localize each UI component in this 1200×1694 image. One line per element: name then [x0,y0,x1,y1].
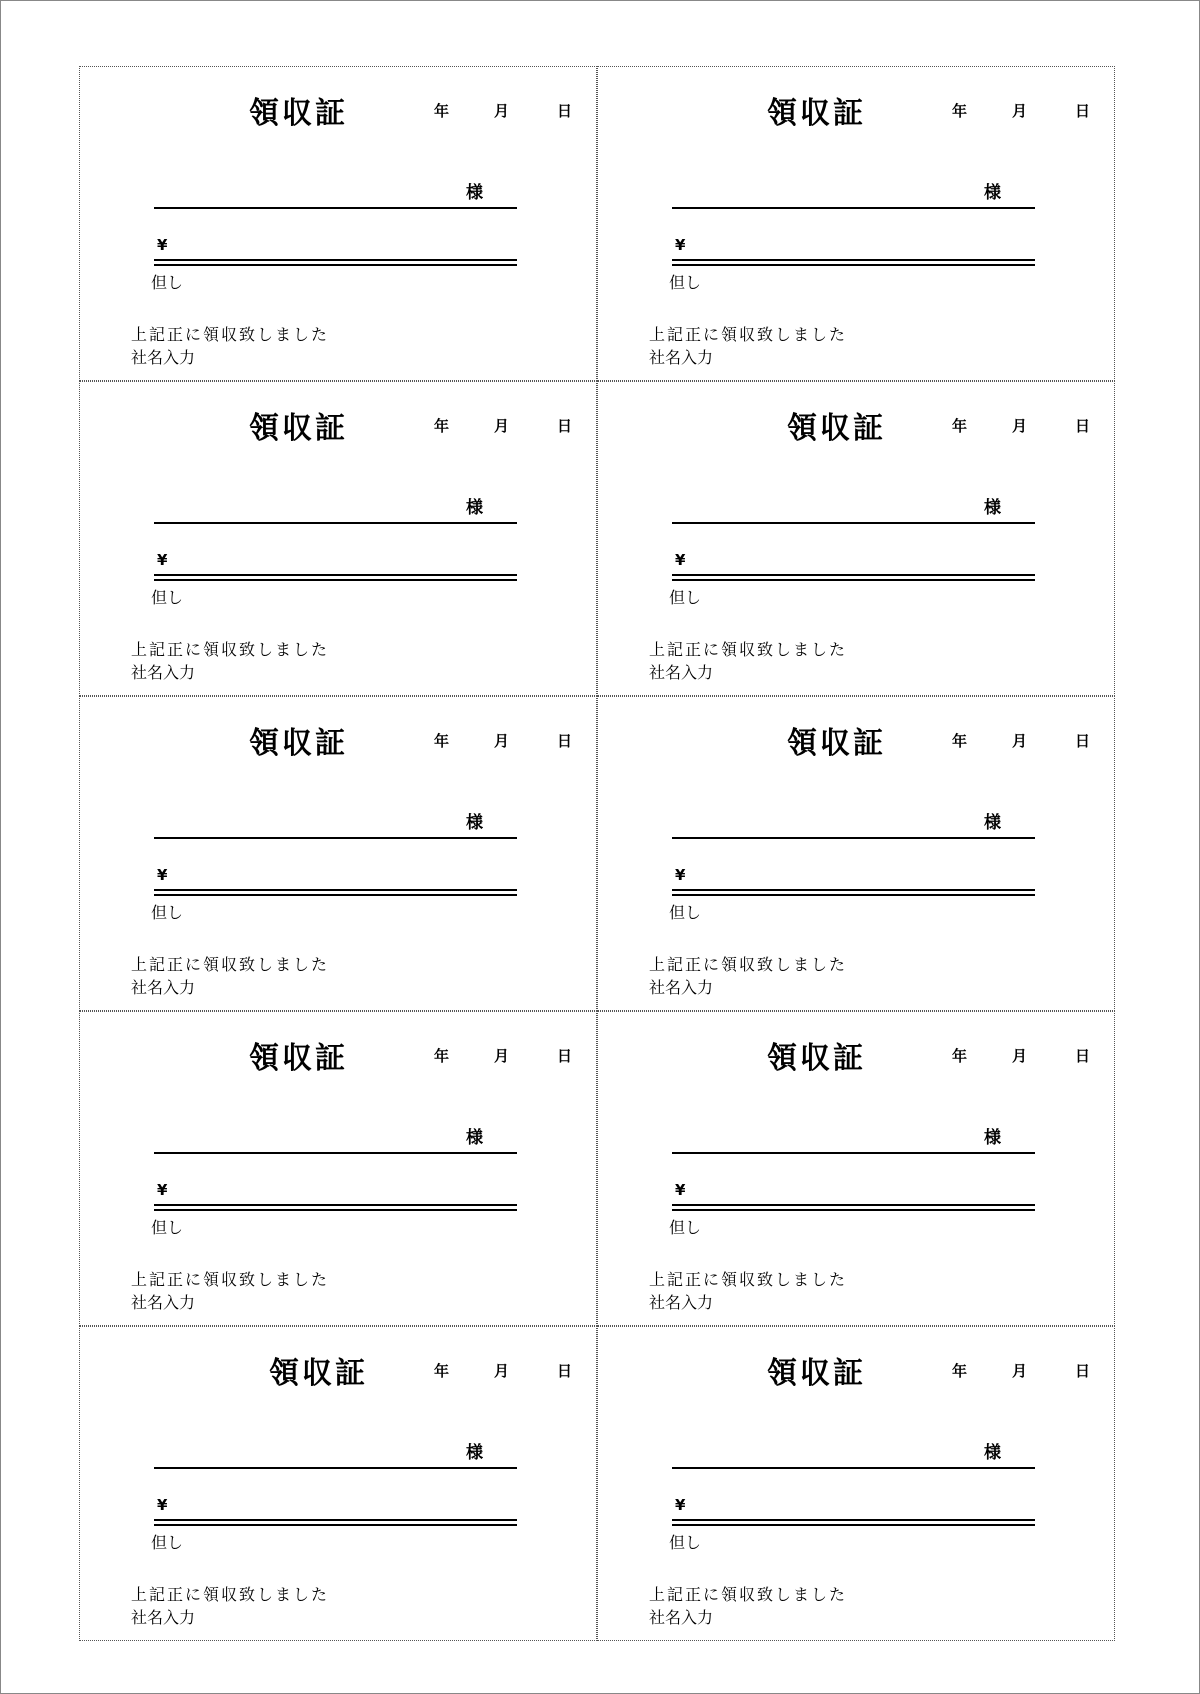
date-year-label: 年 [434,102,450,120]
recipient-name-line [154,522,517,524]
amount-line [154,1204,517,1211]
company-name: 社名入力 [649,978,714,997]
date-month-label: 月 [494,1362,510,1380]
date-month-label: 月 [494,102,510,120]
company-name: 社名入力 [649,663,714,682]
receipt-card [79,696,597,1011]
date-day-label: 日 [1075,102,1091,120]
receipt-card [597,1326,1115,1641]
yen-label: ¥ [675,1496,686,1514]
honorific-label: 様 [466,498,483,518]
honorific-label: 様 [984,498,1001,518]
recipient-name-line [154,207,517,209]
amount-line [672,574,1035,581]
received-statement: 上記正に領収致しました [649,955,848,974]
company-name: 社名入力 [131,1608,196,1627]
date-day-label: 日 [557,1362,573,1380]
yen-label: ¥ [675,866,686,884]
date-month-label: 月 [494,732,510,750]
receipt-title: 領収証 [249,726,348,761]
amount-line [154,574,517,581]
receipt-card [597,381,1115,696]
recipient-name-line [672,1467,1035,1469]
date-month-label: 月 [1012,417,1028,435]
recipient-name-line [672,522,1035,524]
amount-line [672,1519,1035,1526]
recipient-name-line [154,1152,517,1154]
honorific-label: 様 [466,813,483,833]
note-label: 但し [151,273,184,292]
company-name: 社名入力 [649,348,714,367]
received-statement: 上記正に領収致しました [131,640,330,659]
honorific-label: 様 [984,1128,1001,1148]
recipient-name-line [672,207,1035,209]
honorific-label: 様 [466,1443,483,1463]
yen-label: ¥ [675,551,686,569]
recipient-name-line [672,837,1035,839]
date-year-label: 年 [434,1362,450,1380]
receipt-title: 領収証 [767,1041,866,1076]
receipt-title: 領収証 [767,1356,866,1391]
date-month-label: 月 [1012,732,1028,750]
received-statement: 上記正に領収致しました [649,1585,848,1604]
note-label: 但し [151,588,184,607]
note-label: 但し [151,1218,184,1237]
date-day-label: 日 [557,1047,573,1065]
date-day-label: 日 [1075,417,1091,435]
amount-line [672,889,1035,896]
receipt-title: 領収証 [767,96,866,131]
date-day-label: 日 [557,732,573,750]
yen-label: ¥ [157,866,168,884]
date-day-label: 日 [557,102,573,120]
recipient-name-line [154,837,517,839]
honorific-label: 様 [466,1128,483,1148]
date-year-label: 年 [952,417,968,435]
date-day-label: 日 [1075,1047,1091,1065]
note-label: 但し [151,1533,184,1552]
date-year-label: 年 [434,732,450,750]
company-name: 社名入力 [131,663,196,682]
recipient-name-line [672,1152,1035,1154]
note-label: 但し [669,588,702,607]
company-name: 社名入力 [649,1608,714,1627]
yen-label: ¥ [675,1181,686,1199]
received-statement: 上記正に領収致しました [131,325,330,344]
yen-label: ¥ [675,236,686,254]
receipt-title: 領収証 [787,726,886,761]
receipt-card [79,381,597,696]
receipt-card [79,1326,597,1641]
amount-line [154,1519,517,1526]
company-name: 社名入力 [131,1293,196,1312]
receipt-card [597,696,1115,1011]
amount-line [154,889,517,896]
receipt-title: 領収証 [787,411,886,446]
date-year-label: 年 [434,1047,450,1065]
received-statement: 上記正に領収致しました [649,1270,848,1289]
received-statement: 上記正に領収致しました [649,640,848,659]
date-day-label: 日 [1075,1362,1091,1380]
note-label: 但し [669,1533,702,1552]
company-name: 社名入力 [649,1293,714,1312]
note-label: 但し [669,273,702,292]
received-statement: 上記正に領収致しました [131,1585,330,1604]
receipt-card [79,1011,597,1326]
receipt-title: 領収証 [249,1041,348,1076]
receipt-card [597,66,1115,381]
date-month-label: 月 [1012,1047,1028,1065]
receipt-sheet [79,66,1115,1642]
received-statement: 上記正に領収致しました [131,1270,330,1289]
yen-label: ¥ [157,1181,168,1199]
honorific-label: 様 [984,813,1001,833]
honorific-label: 様 [984,183,1001,203]
date-year-label: 年 [952,1047,968,1065]
date-day-label: 日 [557,417,573,435]
receipt-title: 領収証 [269,1356,368,1391]
date-month-label: 月 [1012,1362,1028,1380]
date-month-label: 月 [1012,102,1028,120]
receipt-title: 領収証 [249,411,348,446]
yen-label: ¥ [157,551,168,569]
receipt-card [79,66,597,381]
amount-line [672,1204,1035,1211]
date-year-label: 年 [952,102,968,120]
note-label: 但し [669,1218,702,1237]
date-day-label: 日 [1075,732,1091,750]
yen-label: ¥ [157,1496,168,1514]
recipient-name-line [154,1467,517,1469]
receipt-title: 領収証 [249,96,348,131]
note-label: 但し [669,903,702,922]
date-year-label: 年 [952,1362,968,1380]
honorific-label: 様 [984,1443,1001,1463]
date-month-label: 月 [494,1047,510,1065]
company-name: 社名入力 [131,348,196,367]
date-year-label: 年 [952,732,968,750]
note-label: 但し [151,903,184,922]
date-year-label: 年 [434,417,450,435]
amount-line [154,259,517,266]
company-name: 社名入力 [131,978,196,997]
receipt-card [597,1011,1115,1326]
date-month-label: 月 [494,417,510,435]
received-statement: 上記正に領収致しました [649,325,848,344]
received-statement: 上記正に領収致しました [131,955,330,974]
amount-line [672,259,1035,266]
honorific-label: 様 [466,183,483,203]
yen-label: ¥ [157,236,168,254]
